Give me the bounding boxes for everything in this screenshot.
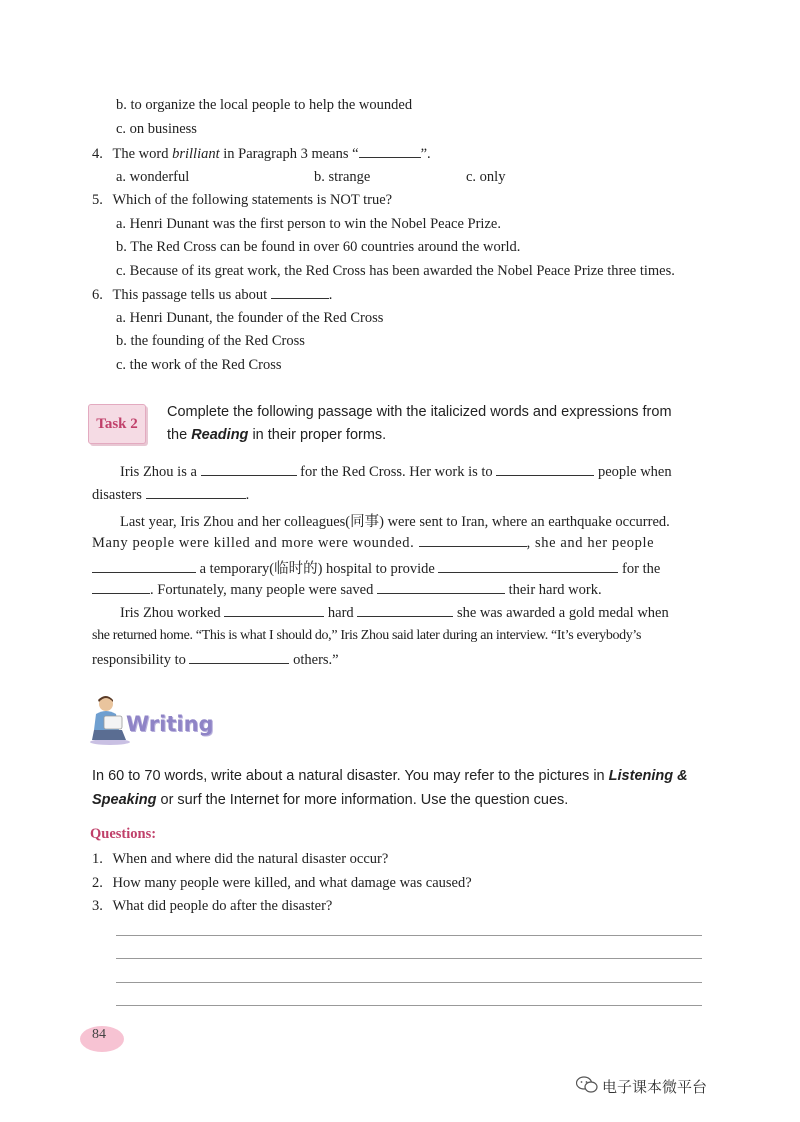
task2-badge: Task 2 bbox=[88, 404, 146, 444]
task2-p1-e: . bbox=[245, 487, 250, 503]
q6-number: 6. bbox=[92, 287, 103, 303]
q3-option-c: c. on business bbox=[116, 121, 197, 137]
task2-blank-7[interactable] bbox=[92, 581, 150, 594]
question-2 bbox=[92, 875, 472, 892]
task2-p2-b: Many people were killed and more were wounded. bbox=[92, 535, 415, 551]
task2-p2-e: for the bbox=[622, 561, 661, 577]
task2-p1-b: for the Red Cross. Her work is to bbox=[300, 464, 493, 480]
q4-option-a: a. wonderful bbox=[116, 169, 190, 185]
q4-stem-pre: The word bbox=[112, 146, 169, 162]
task2-blank-3[interactable] bbox=[146, 486, 246, 499]
question-3-text: What did people do after the disaster? bbox=[112, 898, 333, 914]
q4-stem-post: in Paragraph 3 means “ bbox=[223, 146, 359, 162]
writing-instruction-em2: Speaking bbox=[92, 792, 157, 808]
task2-instruction-em: Reading bbox=[191, 427, 249, 443]
q3-option-b: b. to organize the local people to help the wounded bbox=[116, 97, 413, 113]
question-2-number: 2. bbox=[92, 875, 103, 891]
task2-blank-8[interactable] bbox=[377, 581, 505, 594]
q4-stem-word: brilliant bbox=[172, 146, 220, 162]
q4-stem bbox=[92, 145, 431, 163]
task2-p1-d: disasters bbox=[92, 487, 142, 503]
task2-blank-1[interactable] bbox=[201, 463, 297, 476]
q5-number: 5. bbox=[92, 192, 103, 208]
task2-p1-a: Iris Zhou is a bbox=[120, 464, 197, 480]
task2-p2-a: Last year, Iris Zhou and her colleagues(同事) were sent to Iran, where an earthquake occurred. bbox=[120, 514, 670, 530]
q6-blank[interactable] bbox=[271, 286, 329, 299]
q5-option-b: b. The Red Cross can be found in over 60 countries around the world. bbox=[116, 239, 521, 255]
task2-blank-10[interactable] bbox=[357, 604, 453, 617]
task2-p3-b: hard bbox=[327, 605, 354, 621]
writing-instruction-post: or surf the Internet for more information. Use the question cues. bbox=[160, 792, 569, 808]
writing-line-1[interactable] bbox=[116, 935, 702, 936]
question-3 bbox=[92, 898, 332, 915]
task2-blank-6[interactable] bbox=[438, 560, 618, 573]
question-2-text: How many people were killed, and what damage was caused? bbox=[112, 875, 472, 891]
q4-option-b: b. strange bbox=[314, 169, 371, 185]
question-1 bbox=[92, 851, 388, 868]
watermark: 电子课本微平台 bbox=[602, 1078, 708, 1096]
q4-number: 4. bbox=[92, 146, 103, 162]
task2-instruction-line1: Complete the following passage with the italicized words and expressions from bbox=[167, 404, 672, 420]
page-number: 84 bbox=[80, 1026, 124, 1052]
task2-blank-5[interactable] bbox=[92, 560, 196, 573]
q4-option-c: c. only bbox=[466, 169, 506, 185]
task2-p3-f: others.” bbox=[293, 652, 339, 668]
questions-title: Questions: bbox=[90, 826, 157, 842]
question-1-text: When and where did the natural disaster occur? bbox=[112, 851, 389, 867]
task2-instruction-pre: the bbox=[167, 427, 188, 443]
task2-p2-line4 bbox=[92, 581, 602, 599]
task2-blank-2[interactable] bbox=[496, 463, 594, 476]
writing-line-3[interactable] bbox=[116, 982, 702, 983]
q6-option-a: a. Henri Dunant, the founder of the Red Cross bbox=[116, 310, 384, 326]
task2-p2-f: . Fortunately, many people were saved bbox=[150, 582, 374, 598]
q4-blank[interactable] bbox=[359, 145, 421, 158]
task2-p2-d: a temporary(临时的) hospital to provide bbox=[199, 561, 435, 577]
writing-line-4[interactable] bbox=[116, 1005, 702, 1006]
task2-blank-4[interactable] bbox=[419, 534, 527, 547]
task2-p1-line1 bbox=[120, 463, 672, 481]
writing-title: Writing bbox=[126, 712, 214, 736]
q6-stem bbox=[92, 286, 332, 304]
task2-blank-9[interactable] bbox=[224, 604, 324, 617]
q6-option-c: c. the work of the Red Cross bbox=[116, 357, 282, 373]
task2-p2-c: , she and her people bbox=[526, 535, 655, 551]
writing-instruction-line1 bbox=[92, 768, 688, 784]
question-1-number: 1. bbox=[92, 851, 103, 867]
question-3-number: 3. bbox=[92, 898, 103, 914]
wechat-icon bbox=[576, 1076, 598, 1094]
q5-stem bbox=[92, 192, 392, 209]
q5-option-c: c. Because of its great work, the Red Cross has been awarded the Nobel Peace Prize three times. bbox=[116, 263, 675, 279]
writing-instruction-line2 bbox=[92, 792, 568, 808]
task2-p3-line3 bbox=[92, 651, 339, 669]
task2-blank-11[interactable] bbox=[189, 651, 289, 664]
writing-instruction-em1: Listening & bbox=[608, 768, 688, 784]
writing-line-2[interactable] bbox=[116, 958, 702, 959]
task2-instruction-post: in their proper forms. bbox=[252, 427, 387, 443]
q5-stem-text: Which of the following statements is NOT true? bbox=[112, 192, 393, 208]
writing-instruction-pre: In 60 to 70 words, write about a natural disaster. You may refer to the pictures in bbox=[92, 768, 605, 784]
q6-stem-text: This passage tells us about bbox=[112, 287, 268, 303]
task2-p3-a: Iris Zhou worked bbox=[120, 605, 221, 621]
q6-stem-end: . bbox=[328, 287, 333, 303]
task2-p1-line2 bbox=[92, 486, 249, 504]
task2-p2-g: their hard work. bbox=[508, 582, 602, 598]
task2-p3-c: she was awarded a gold medal when bbox=[456, 605, 669, 621]
task2-p3-e: responsibility to bbox=[92, 652, 186, 668]
task2-p1-c: people when bbox=[597, 464, 672, 480]
task2-p3-line1 bbox=[120, 604, 669, 622]
task2-instruction-line2 bbox=[167, 427, 386, 443]
q4-stem-end: ”. bbox=[420, 146, 431, 162]
task2-p2-line2 bbox=[92, 534, 654, 552]
q5-option-a: a. Henri Dunant was the first person to win the Nobel Peace Prize. bbox=[116, 216, 501, 232]
task2-p2-line3 bbox=[92, 557, 660, 578]
task2-p3-d: she returned home. “This is what I should do,” Iris Zhou said later during an interview. “It’s everybody’s bbox=[92, 628, 642, 643]
q6-option-b: b. the founding of the Red Cross bbox=[116, 333, 305, 349]
